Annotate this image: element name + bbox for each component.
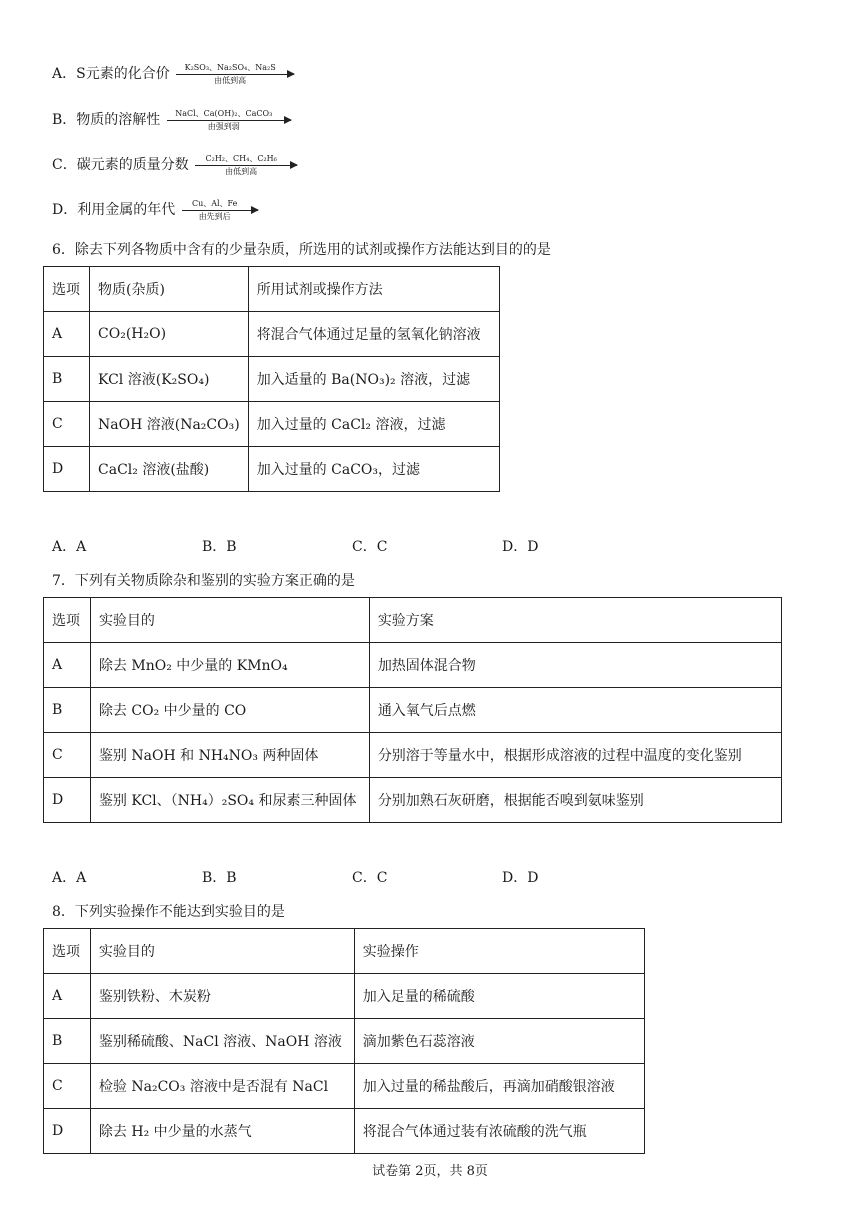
arrow-icon: Cu、Al、Fe 由先到后 [182,210,258,211]
q8-stem: 8．下列实验操作不能达到实验目的是 [52,904,285,920]
table-row: B KCl 溶液(K₂SO₄) 加入适量的 Ba(NO₃)₂ 溶液，过滤 [44,357,500,402]
arrow-icon: NaCl、Ca(OH)₂、CaCO₃ 由强到弱 [167,120,291,121]
q5-option-d: D．利用金属的年代 Cu、Al、Fe 由先到后 [52,200,258,220]
arrow-icon: C₂H₂、CH₄、C₂H₆ 由低到高 [195,165,297,166]
table-row: D 鉴别 KCl、（NH₄）₂SO₄ 和尿素三种固体 分别加熟石灰研磨，根据能否嗅到氨味鉴别 [44,778,782,823]
q7-table [43,597,782,823]
table-row: D CaCl₂ 溶液(盐酸) 加入过量的 CaCO₃，过滤 [44,447,500,492]
arrow-icon: K₂SO₃、Na₂SO₄、Na₂S 由低到高 [176,74,294,75]
table-header: 选项 实验目的 实验操作 [44,929,645,974]
q5-option-b: B．物质的溶解性 NaCl、Ca(OH)₂、CaCO₃ 由强到弱 [52,110,291,130]
table-row: B 除去 CO₂ 中少量的 CO 通入氧气后点燃 [44,688,782,733]
choice-c[interactable]: C．C [352,539,388,555]
table-row: A 除去 MnO₂ 中少量的 KMnO₄ 加热固体混合物 [44,643,782,688]
choice-a[interactable]: A．A [52,870,87,886]
choice-c[interactable]: C．C [352,870,388,886]
choice-a[interactable]: A．A [52,539,87,555]
table-header: 选项 物质(杂质) 所用试剂或操作方法 [44,267,500,312]
table-row: A CO₂(H₂O) 将混合气体通过足量的氢氧化钠溶液 [44,312,500,357]
table-row: D 除去 H₂ 中少量的水蒸气 将混合气体通过装有浓硫酸的洗气瓶 [44,1109,645,1154]
choice-d[interactable]: D．D [502,870,539,886]
table-row: C 鉴别 NaOH 和 NH₄NO₃ 两种固体 分别溶于等量水中，根据形成溶液的过程中温度的变化鉴别 [44,733,782,778]
table-row: B 鉴别稀硫酸、NaCl 溶液、NaOH 溶液 滴加紫色石蕊溶液 [44,1019,645,1064]
page-footer: 试卷第 2页，共 8页 [372,1164,488,1179]
q5-option-c: C．碳元素的质量分数 C₂H₂、CH₄、C₂H₆ 由低到高 [52,155,297,175]
q6-table [43,266,500,492]
table-row: C NaOH 溶液(Na₂CO₃) 加入过量的 CaCl₂ 溶液，过滤 [44,402,500,447]
choice-b[interactable]: B．B [202,870,237,886]
q7-stem: 7．下列有关物质除杂和鉴别的实验方案正确的是 [52,573,355,589]
choice-d[interactable]: D．D [502,539,539,555]
table-row: A 鉴别铁粉、木炭粉 加入足量的稀硫酸 [44,974,645,1019]
choice-b[interactable]: B．B [202,539,237,555]
table-header: 选项 实验目的 实验方案 [44,598,782,643]
q8-table [43,928,645,1154]
q5-option-a: A．S元素的化合价 K₂SO₃、Na₂SO₄、Na₂S 由低到高 [52,64,294,84]
table-row: C 检验 Na₂CO₃ 溶液中是否混有 NaCl 加入过量的稀盐酸后，再滴加硝酸银溶液 [44,1064,645,1109]
q6-stem: 6．除去下列各物质中含有的少量杂质，所选用的试剂或操作方法能达到目的的是 [52,242,551,258]
